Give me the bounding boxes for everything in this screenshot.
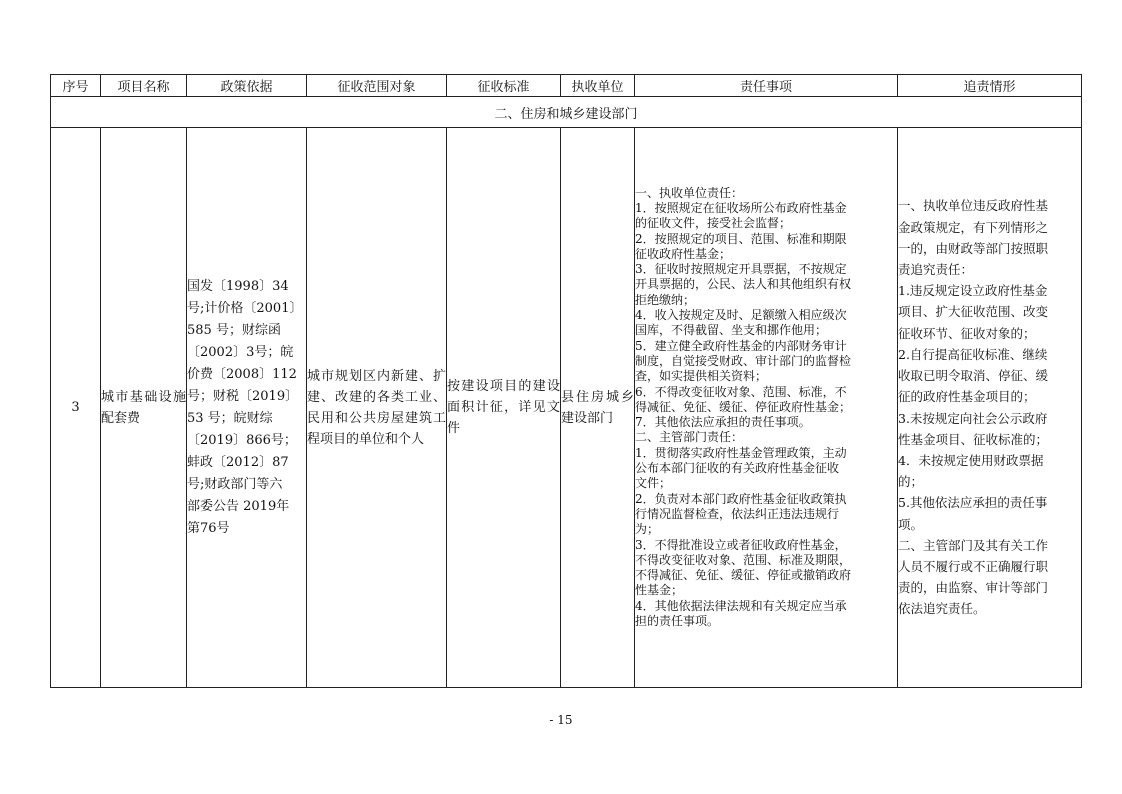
table-row xyxy=(51,128,1082,688)
responsibility-line: 公布本部门征收的有关政府性基金征收 xyxy=(635,461,840,476)
liability-line: 二、主管部门及其有关工作 xyxy=(898,537,1049,553)
header-basis: 政策依据 xyxy=(187,75,307,97)
header-unit: 执收单位 xyxy=(561,75,635,97)
basis-line: 〔2002〕3号；皖 xyxy=(187,344,294,360)
basis-line: 部委公告 2019年 xyxy=(187,498,290,514)
liability-line: 责的，由监察、审计等部门 xyxy=(898,580,1049,596)
row-seq: 3 xyxy=(51,128,101,688)
responsibility-line: 开具票据的，公民、法人和其他组织有权 xyxy=(635,277,852,292)
liability-line: 依法追究责任。 xyxy=(898,601,986,617)
row-name: 城市基础设施配套费 xyxy=(101,128,187,688)
liability-line: 1.违反规定设立政府性基金 xyxy=(898,283,1048,299)
liability-line: 一的，由财政等部门按照职 xyxy=(898,240,1049,256)
row-standard: 按建设项目的建设面积计征，详见文件 xyxy=(447,128,561,688)
liability-line: 的； xyxy=(898,474,924,490)
liability-line: 3.未按规定向社会公示政府 xyxy=(898,410,1048,426)
basis-line: 第76号 xyxy=(187,520,230,536)
row-liability xyxy=(898,128,1082,688)
responsibility-line: 文件； xyxy=(635,476,672,491)
liability-line: 2.自行提高征收标准、继续 xyxy=(898,346,1048,362)
basis-line: 号；财税〔2019〕 xyxy=(187,388,299,404)
header-row xyxy=(51,75,1082,97)
liability-line: 项目、扩大征收范围、改变 xyxy=(898,304,1049,320)
basis-lines xyxy=(187,276,306,540)
responsibility-line: 6．不得改变征收对象、范围、标准，不 xyxy=(635,384,847,399)
basis-line: 585 号；财综函 xyxy=(187,322,281,338)
basis-line: 号;计价格〔2001〕 xyxy=(187,300,303,316)
responsibility-line: 3．不得批准设立或者征收政府性基金， xyxy=(635,537,847,552)
liability-line: 5.其他依法应承担的责任事 xyxy=(898,495,1048,511)
responsibility-line: 担的责任事项。 xyxy=(635,614,720,628)
liability-line: 一、执收单位违反政府性基 xyxy=(898,198,1049,214)
header-standard: 征收标准 xyxy=(447,75,561,97)
responsibility-line: 征收政府性基金； xyxy=(635,246,732,261)
basis-line: 号;财政部门等六 xyxy=(187,476,283,492)
basis-line: 〔2019〕866号； xyxy=(187,432,297,448)
basis-line: 蚌政〔2012〕87 xyxy=(187,454,289,470)
liability-line: 项。 xyxy=(898,516,924,532)
responsibility-line: 二、主管部门责任： xyxy=(635,430,744,445)
responsibility-line: 1．贯彻落实政府性基金管理政策，主动 xyxy=(635,445,847,460)
page-number: - 15 xyxy=(549,713,573,727)
liability-line: 征收环节、征收对象的； xyxy=(898,325,1036,341)
responsibility-line: 一、执收单位责任： xyxy=(635,185,744,200)
responsibility-line: 不得改变征收对象、范围、标准及期限， xyxy=(635,552,852,567)
responsibility-line: 行情况监督检查，依法纠正违法违规行 xyxy=(635,506,840,521)
responsibility-line: 拒绝缴纳； xyxy=(635,292,696,307)
responsibility-line: 7．其他依法应承担的责任事项。 xyxy=(635,415,811,430)
responsibility-line: 4．其他依据法律法规和有关规定应当承 xyxy=(635,598,847,613)
responsibility-lines xyxy=(635,186,897,630)
responsibility-line: 的征收文件，接受社会监督； xyxy=(635,216,792,231)
row-scope: 城市规划区内新建、扩建、改建的各类工业、民用和公共房屋建筑工程项目的单位和个人 xyxy=(307,128,447,688)
header-name: 项目名称 xyxy=(101,75,187,97)
responsibility-line: 国库，不得截留、坐支和挪作他用； xyxy=(635,323,828,338)
basis-line: 53 号；皖财综 xyxy=(187,410,273,426)
responsibility-line: 为； xyxy=(635,522,660,537)
responsibility-line: 5．建立健全政府性基金的内部财务审计 xyxy=(635,338,847,353)
responsibility-line: 2．负责对本部门政府性基金征收政策执 xyxy=(635,491,847,506)
responsibility-line: 制度，自觉接受财政、审计部门的监督检 xyxy=(635,353,852,368)
responsibility-line: 4．收入按规定及时、足额缴入相应级次 xyxy=(635,308,847,323)
responsibility-line: 不得减征、免征、缓征、停征或撤销政府 xyxy=(635,568,852,583)
liability-line: 收取已明令取消、停征、缓 xyxy=(898,368,1049,384)
responsibility-line: 性基金； xyxy=(635,583,684,598)
row-responsibility xyxy=(635,128,898,688)
liability-line: 人员不履行或不正确履行职 xyxy=(898,558,1049,574)
liability-line: 金政策规定，有下列情形之 xyxy=(898,219,1049,235)
liability-line: 性基金项目、征收标准的； xyxy=(898,431,1049,447)
liability-line: 征的政府性基金项目的； xyxy=(898,389,1036,405)
responsibility-line: 3．征收时按照规定开具票据，不按规定 xyxy=(635,262,847,277)
fund-responsibility-table xyxy=(50,74,1082,688)
row-basis xyxy=(187,128,307,688)
header-responsibility: 责任事项 xyxy=(635,75,898,97)
liability-lines xyxy=(898,195,1081,619)
liability-line: 4．未按规定使用财政票据 xyxy=(898,452,1044,468)
responsibility-line: 得减征、免征、缓征、停征政府性基金； xyxy=(635,399,852,414)
basis-line: 价费〔2008〕112 xyxy=(187,366,297,382)
liability-line: 责追究责任： xyxy=(898,262,974,278)
section-title: 二、住房和城乡建设部门 xyxy=(51,97,1082,128)
responsibility-line: 2．按照规定的项目、范围、标准和期限 xyxy=(635,231,847,246)
responsibility-line: 查，如实提供相关资料； xyxy=(635,369,768,384)
row-unit: 县住房城乡建设部门 xyxy=(561,128,635,688)
header-liability: 追责情形 xyxy=(898,75,1082,97)
basis-line: 国发〔1998〕34 xyxy=(187,278,289,294)
responsibility-line: 1．按照规定在征收场所公布政府性基金 xyxy=(635,200,847,215)
section-row xyxy=(51,97,1082,128)
header-seq: 序号 xyxy=(51,75,101,97)
header-scope: 征收范围对象 xyxy=(307,75,447,97)
